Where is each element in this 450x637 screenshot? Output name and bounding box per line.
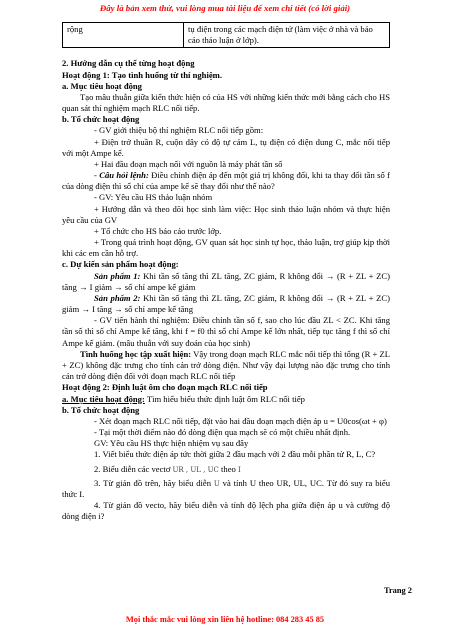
hotline-footer: Mọi thắc mắc vui lòng xin liên hệ hotline: 084 283 45 85 xyxy=(125,615,325,624)
document-page xyxy=(62,22,390,522)
subheading: a. Mục tiêu hoạt động xyxy=(62,80,142,91)
vector-formula: UR , UL , UC xyxy=(172,465,219,474)
preview-banner: Đây là bản xem thử, vui lòng mua tài liệu để xem chi tiết (có lời giải) xyxy=(99,3,351,13)
subheading: b. Tổ chức hoạt động xyxy=(62,114,140,125)
paragraph: GV: Yêu cầu HS thực hiện nhiệm vụ sau đây xyxy=(94,438,249,449)
paragraph: Tạo mâu thuẫn giữa kiến thức hiện có của HS với những kiến thức mới bằng cách cho HS quan sát thí nghiệm mạch RLC nối tiếp. xyxy=(62,91,390,114)
paragraph: - GV giới thiệu bộ thí nghiệm RLC nối tiếp gồm: xyxy=(94,125,264,136)
goal-text: Tìm hiểu biểu thức định luật ôm RLC nối tiếp xyxy=(144,393,305,404)
situation-label: Tình huống học tập xuất hiện: xyxy=(80,348,192,359)
paragraph xyxy=(62,464,390,475)
task-text: và tính U theo UR, UL, UC. Từ đó suy ra biểu thức I. xyxy=(62,477,390,499)
paragraph xyxy=(62,293,390,315)
goal-label: a. Mục tiêu hoạt động: xyxy=(62,393,145,404)
paragraph: + Điện trở thuần R, cuộn dây có độ tự cảm L, tụ điện có điện dung C, mắc nối tiếp với một Ampe kế. xyxy=(62,136,390,158)
vector-formula: U xyxy=(213,479,220,488)
table-cell: tụ điện trong các mạch điện tử (làm việc ở nhà và báo cáo thảo luận ở lớp). xyxy=(184,23,390,48)
task-text: theo xyxy=(221,463,236,474)
paragraph xyxy=(62,349,390,383)
product-text: Khi tần số tăng thì ZL tăng, ZC giảm, R không đổi → (R + ZL + ZC) giảm → I tăng → số chỉ ampe kế tăng xyxy=(62,292,390,315)
subheading: b. Tổ chức hoạt động xyxy=(62,404,140,415)
paragraph: 4. Từ giản đồ vecto, hãy biểu diễn và tính độ lệch pha giữa điện áp u và cường độ dòng điện i? xyxy=(62,500,390,522)
section-heading: 2. Hướng dẫn cụ thể từng hoạt động xyxy=(62,58,195,69)
paragraph: - GV: Yêu cầu HS thảo luận nhóm xyxy=(94,192,213,203)
situation-text: Vậy trong đoạn mạch RLC mắc nối tiếp thì tổng (R + ZL + ZC) không đặc trưng cho tính cản trở dòng điện. Như vậy đại lượng nào đặc trưng cho tính cản trở dòng điện đối với đoạn mạch RLC nối tiếp xyxy=(62,348,390,382)
vector-formula: I xyxy=(237,465,241,474)
paragraph: - GV tiến hành thí nghiệm: Điều chỉnh tần số f, sao cho lúc đầu ZL < ZC. Khi tăng tần số thì số chỉ Ampe kế tăng, khi f = f0 thì số chỉ Ampe kế lớn nhất, tiếp tục tăng f thì số chỉ Ampe kế giảm. (mâu thuẫn với suy đoán của học sinh) xyxy=(62,315,390,348)
table-row xyxy=(63,23,390,48)
question-text: Điều chỉnh điện áp đến một giá trị không đổi, khi ta thay đổi tần số f của dòng điện thì số chỉ của ampe kế sẽ thay đổi như thế nào? xyxy=(62,170,391,192)
question-label: - Câu hỏi lệnh: xyxy=(94,170,149,181)
task-text: 3. Từ giản đồ trên, hãy biểu diễn xyxy=(94,477,212,488)
activity-heading: Hoạt động 1: Tạo tình huống từ thí nghiệm. xyxy=(62,69,222,80)
product-text: Khi tần số tăng thì ZL tăng, ZC giảm, R không đổi → (R + ZL + ZC) tăng → I giảm → số chỉ ampe kế giảm xyxy=(62,270,390,292)
task-text: 2. Biểu diễn các vectơ xyxy=(94,463,171,474)
paragraph xyxy=(62,394,390,405)
paragraph: + Hai đầu đoạn mạch nối với nguồn là máy phát tần số xyxy=(94,158,283,169)
paragraph: - Tại một thời điểm nào đó dòng điện qua mạch sẽ có một chiều nhất định. xyxy=(94,427,351,438)
activity-heading: Hoạt động 2: Định luật ôm cho đoạn mạch RLC nối tiếp xyxy=(62,382,268,393)
paragraph: + Hướng dẫn và theo dõi học sinh làm việc: Học sinh thảo luận nhóm và thực hiện yêu cầu của GV xyxy=(62,203,390,225)
table-cell: rộng xyxy=(63,23,184,48)
activity-table xyxy=(62,22,390,48)
page-number: Trang 2 xyxy=(384,586,412,595)
paragraph: - Xét đoạn mạch RLC nối tiếp, đặt vào hai đầu đoạn mạch điện áp u = U0cos(ωt + φ) xyxy=(94,415,387,426)
product-label: Sản phẩm 2: xyxy=(94,292,141,303)
paragraph: 1. Viết biểu thức điện áp tức thời giữa 2 đầu mạch với 2 đầu mỗi phần tử R, L, C? xyxy=(94,449,376,460)
paragraph xyxy=(62,271,390,293)
paragraph: + Trong quá trình hoạt động, GV quan sát học sinh tự học, thảo luận, trợ giúp kịp thời khi các em cần hỗ trợ. xyxy=(62,237,390,259)
subheading: c. Dự kiến sản phẩm hoạt động: xyxy=(62,259,179,270)
product-label: Sản phẩm 1: xyxy=(94,270,141,281)
paragraph xyxy=(62,478,390,500)
paragraph xyxy=(62,170,390,192)
paragraph: + Tổ chức cho HS báo cáo trước lớp. xyxy=(94,225,222,236)
